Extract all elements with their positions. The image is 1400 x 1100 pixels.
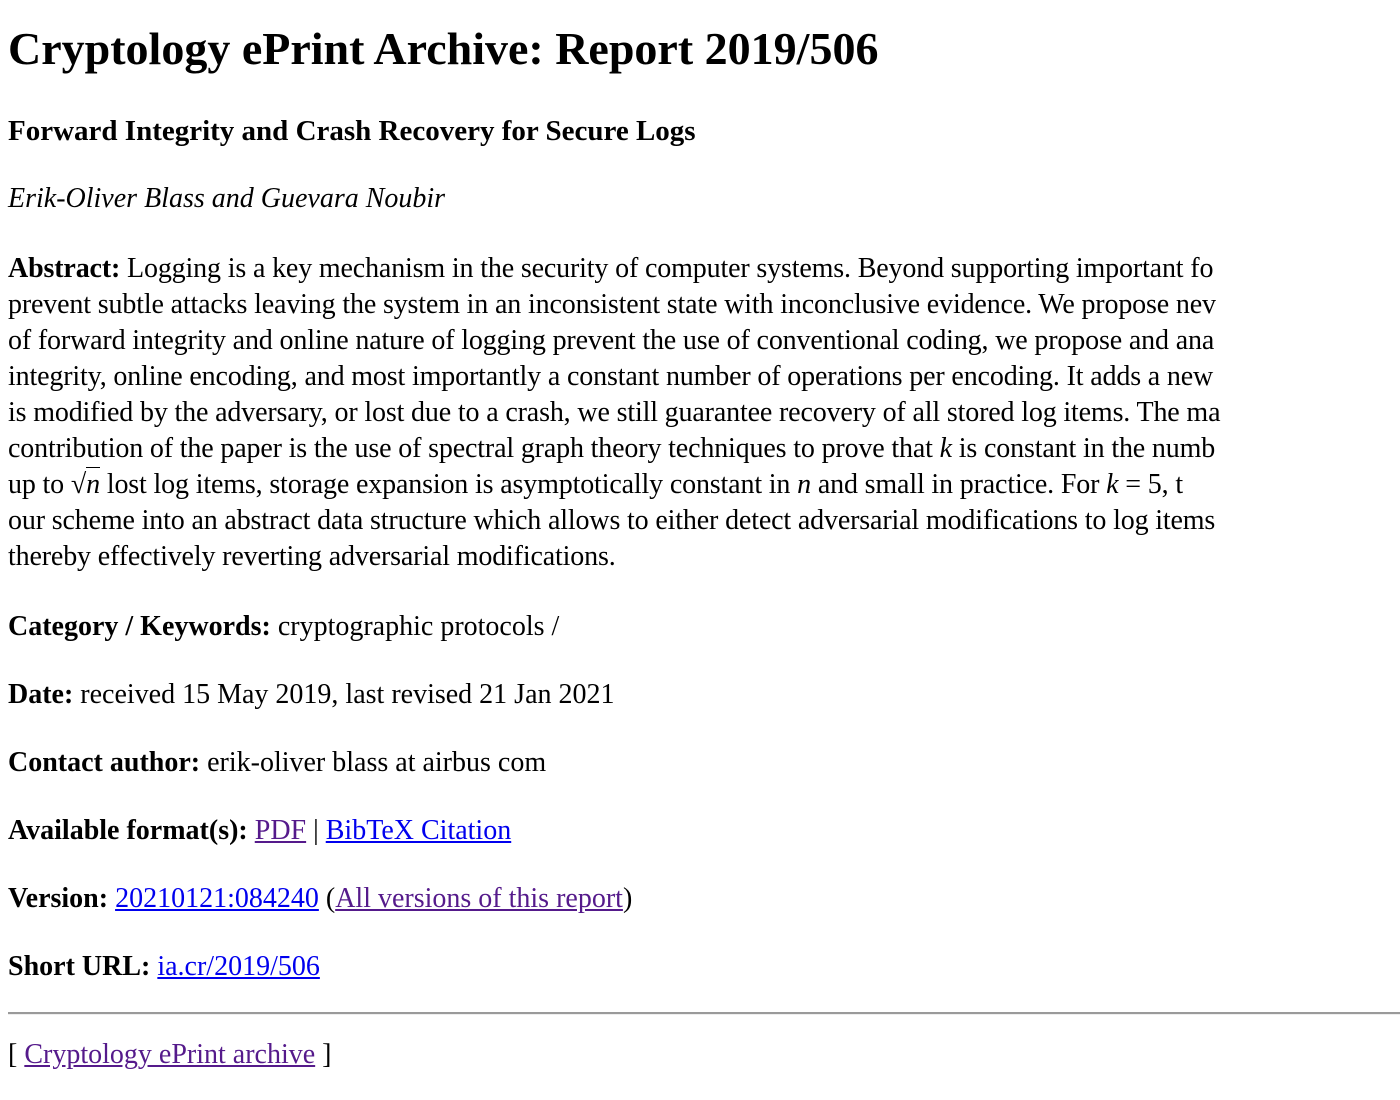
text: contribution of the paper is the use of spectral graph theory techniques to prove that	[8, 433, 940, 464]
all-versions-link[interactable]: All versions of this report	[335, 883, 623, 914]
sqrt-symbol: √	[70, 469, 87, 500]
short-url-row	[8, 951, 320, 983]
separator: |	[306, 815, 326, 846]
abstract-line	[8, 431, 1392, 467]
abstract-text: Logging is a key mechanism in the security of computer systems. Beyond supporting important fo	[127, 253, 1214, 284]
authors: Erik-Oliver Blass and Guevara Noubir	[8, 183, 446, 214]
abstract	[8, 251, 1392, 575]
contact-row	[8, 747, 546, 779]
abstract-line: of forward integrity and online nature of logging prevent the use of conventional coding, we propose and ana	[8, 325, 1215, 356]
contact-label: Contact author:	[8, 747, 201, 778]
category-label: Category / Keywords:	[8, 611, 271, 642]
text: is constant in the numb	[951, 433, 1216, 464]
text: = 5, t	[1118, 469, 1183, 500]
math-k: k	[1106, 469, 1119, 500]
date-label: Date:	[8, 679, 74, 710]
paren-close: )	[622, 883, 633, 914]
text: lost log items, storage expansion is asymptotically constant in	[99, 469, 798, 500]
date-value: received 15 May 2019, last revised 21 Jan 2021	[73, 679, 615, 710]
bracket-open: [	[8, 1039, 25, 1070]
version-row	[8, 883, 632, 915]
paren-open: (	[318, 883, 336, 914]
bracket-close: ]	[315, 1039, 332, 1070]
contact-value: erik-oliver blass at airbus com	[200, 747, 547, 778]
page-title: Cryptology ePrint Archive: Report 2019/506	[8, 23, 879, 74]
math-n: n	[86, 469, 100, 500]
text: and small in practice. For	[810, 469, 1107, 500]
category-value: cryptographic protocols /	[270, 611, 560, 642]
short-url-label: Short URL:	[8, 951, 151, 982]
abstract-label: Abstract:	[8, 253, 121, 284]
math-n: n	[797, 469, 811, 500]
formats-row	[8, 815, 511, 847]
math-k: k	[939, 433, 952, 464]
formats-label: Available format(s):	[8, 815, 248, 846]
abstract-line: integrity, online encoding, and most importantly a constant number of operations per encoding. It adds a new	[8, 361, 1214, 392]
paper-title: Forward Integrity and Crash Recovery for Secure Logs	[8, 115, 696, 147]
abstract-line: our scheme into an abstract data structure which allows to either detect adversarial modifications to log items	[8, 505, 1216, 536]
abstract-line: is modified by the adversary, or lost due to a crash, we still guarantee recovery of all stored log items. The ma	[8, 397, 1221, 428]
text: up to	[8, 469, 71, 500]
short-url-link[interactable]: ia.cr/2019/506	[157, 951, 320, 982]
abstract-line	[8, 251, 1392, 287]
archive-link[interactable]: Cryptology ePrint archive	[24, 1039, 316, 1070]
category-row	[8, 611, 559, 643]
footer	[8, 1039, 331, 1071]
abstract-line: prevent subtle attacks leaving the system in an inconsistent state with inconclusive evidence. We propose nev	[8, 289, 1216, 320]
version-link[interactable]: 20210121:084240	[115, 883, 319, 914]
divider	[8, 1012, 1400, 1015]
pdf-link[interactable]: PDF	[254, 815, 307, 846]
abstract-line: thereby effectively reverting adversarial modifications.	[8, 541, 616, 572]
version-label: Version:	[8, 883, 109, 914]
date-row	[8, 679, 615, 711]
abstract-line	[8, 467, 1392, 503]
bibtex-link[interactable]: BibTeX Citation	[325, 815, 512, 846]
